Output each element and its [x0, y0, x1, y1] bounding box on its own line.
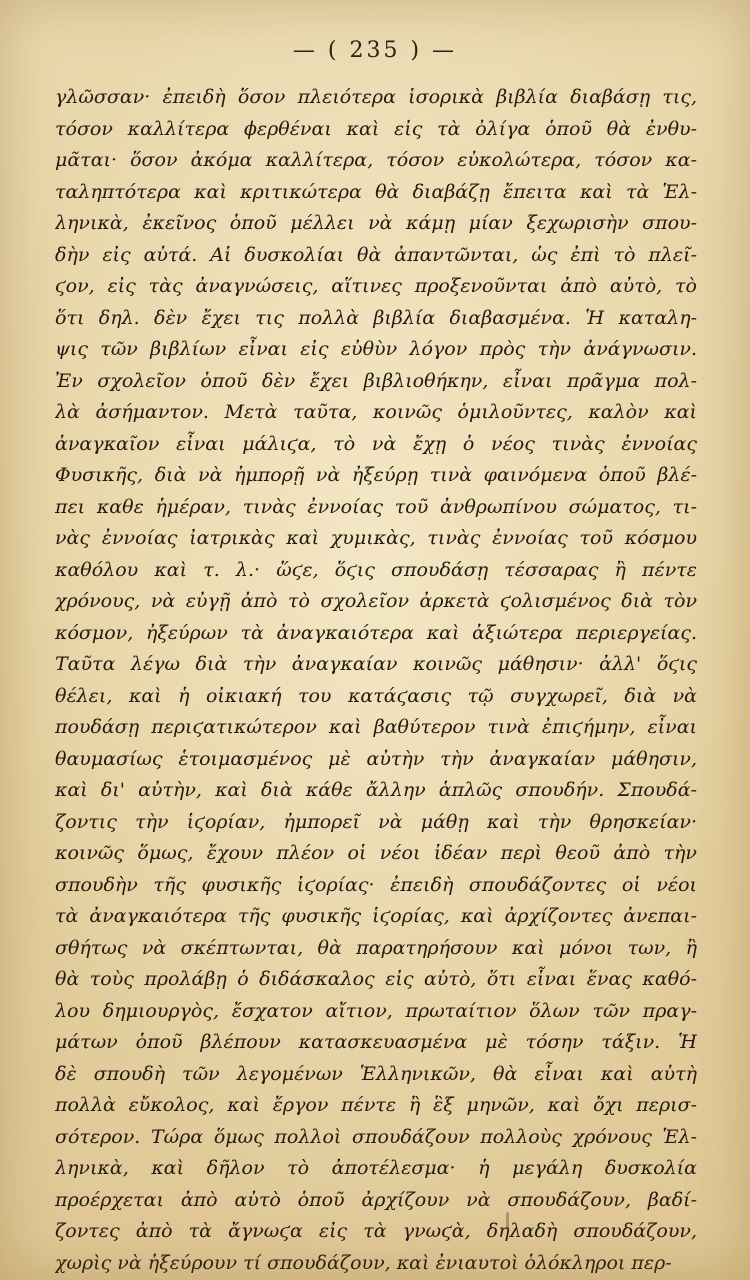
- text-line: ζοντις τὴν ἱϛορίαν, ἠμπορεῖ νὰ μάθῃ καὶ τὴν θρησκείαν·: [55, 810, 697, 833]
- text-line: σθήτως νὰ σκέπτωνται, θὰ παρατηρήσουν καὶ μόνοι των, ἢ: [55, 936, 697, 959]
- text-line: σπουδὴν τῆς φυσικῆς ἱϛορίας· ἐπειδὴ σπουδάζοντες οἱ νέοι: [55, 873, 697, 896]
- text-line: θὰ τοὺς προλάβῃ ὁ διδάσκαλος εἰς αὐτὸ, ὅτι εἶναι ἕνας καθό-: [55, 968, 697, 990]
- text-line: ταληπτότερα καὶ κριτικώτερα θὰ διαβάζῃ ἔπειτα καὶ τὰ Ἑλ-: [55, 180, 697, 203]
- text-line: μάτων ὁποῦ βλέπουν κατασκευασμένα μὲ τόσην τάξιν. Ἡ: [55, 1031, 697, 1053]
- text-line: προέρχεται ἀπὸ αὐτὸ ὁποῦ ἀρχίζουν νὰ σπουδάζουν, βαδί-: [55, 1188, 697, 1211]
- text-line: ἀναγκαῖον εἶναι μάλιϛα, τὸ νὰ ἔχῃ ὁ νέος τινὰς ἐννοίας: [55, 432, 697, 455]
- text-line: ζοντες ἀπὸ τὰ ἄγνωϛα εἰς τὰ γνωϛὰ, δηλαδὴ σπουδάζουν,: [55, 1220, 697, 1242]
- text-line: θαυμασίως ἑτοιμασμένος μὲ αὐτὴν τὴν ἀναγκαίαν μάθησιν,: [55, 747, 697, 770]
- text-line: κοινῶς ὅμως, ἔχουν πλέον οἱ νέοι ἰδέαν περὶ θεοῦ ἀπὸ τὴν: [55, 842, 697, 864]
- text-line: ψις τῶν βιβλίων εἶναι εἰς εὐθὺν λόγον πρὸς τὴν ἀνάγνωσιν.: [55, 338, 697, 360]
- text-line: πολλὰ εὔκολος, καὶ ἔργον πέντε ἢ ἓξ μηνῶν, καὶ ὄχι περισ-: [55, 1094, 697, 1116]
- text-line: νὰς ἐννοίας ἰατρικὰς καὶ χυμικὰς, τινὰς ἐννοίας τοῦ κόσμου: [55, 527, 697, 549]
- page-number-header: — ( 235 ) —: [292, 38, 458, 63]
- text-line: τὰ ἀναγκαιότερα τῆς φυσικῆς ἱϛορίας, καὶ ἀρχίζοντες ἀνεπαι-: [55, 905, 697, 927]
- text-line: γλῶσσαν· ἐπειδὴ ὅσον πλειότερα ἱσορικὰ βιβλία διαβάσῃ τις,: [55, 86, 697, 108]
- text-line: δὴν εἰς αὐτά. Αἱ δυσκολίαι θὰ ἀπαντῶνται, ὡς ἐπὶ τὸ πλεῖ-: [55, 243, 697, 266]
- body-text: [55, 82, 697, 1279]
- text-line: ὅτι δηλ. δὲν ἔχει τις πολλὰ βιβλία διαβασμένα. Ἡ καταλη-: [55, 306, 697, 329]
- text-line: Ἐν σχολεῖον ὁποῦ δὲν ἔχει βιβλιοθήκην, εἶναι πρᾶγμα πολ-: [55, 369, 697, 392]
- ink-mark: [506, 1212, 509, 1230]
- text-line: πουδάσῃ περιϛατικώτερον καὶ βαθύτερον τινὰ ἐπιϛήμην, εἶναι: [55, 716, 697, 738]
- text-line: Φυσικῆς, διὰ νὰ ἠμπορῇ νὰ ἠξεύρῃ τινὰ φαινόμενα ὁποῦ βλέ-: [55, 464, 697, 486]
- text-line: λὰ ἀσήμαντον. Μετὰ ταῦτα, κοινῶς ὁμιλοῦντες, καλὸν καὶ: [55, 401, 697, 423]
- text-line: λου δημιουργὸς, ἔσχατον αἴτιον, πρωταίτιον ὅλων τῶν πραγ-: [55, 999, 697, 1022]
- text-line: ληνικὰ, ἐκεῖνος ὁποῦ μέλλει νὰ κάμῃ μίαν ξεχωρισὴν σπου-: [55, 212, 697, 234]
- text-line: ϛον, εἰς τὰς ἀναγνώσεις, αἵτινες προξενοῦνται ἀπὸ αὐτὸ, τὸ: [55, 275, 697, 297]
- text-line: τόσον καλλίτερα ϕερθέναι καὶ εἰς τὰ ὀλίγα ὁποῦ θὰ ἐνθυ-: [55, 117, 697, 140]
- text-line: σότερον. Τώρα ὅμως πολλοὶ σπουδάζουν πολλοὺς χρόνους Ἑλ-: [55, 1125, 697, 1148]
- text-line: κόσμον, ἠξεύρων τὰ ἀναγκαιότερα καὶ ἀξιώτερα περιεργείας.: [55, 621, 697, 644]
- text-line: Ταῦτα λέγω διὰ τὴν ἀναγκαίαν κοινῶς μάθησιν· ἀλλ' ὅϛις: [55, 653, 697, 675]
- text-line: ληνικὰ, καὶ δῆλον τὸ ἀποτέλεσμα· ἡ μεγάλη δυσκολία: [55, 1157, 697, 1179]
- text-line: καθόλου καὶ τ. λ.· ὥϛε, ὅϛις σπουδάσῃ τέσσαρας ἢ πέντε: [55, 558, 697, 581]
- text-line: πει καθε ἡμέραν, τινὰς ἐννοίας τοῦ ἀνθρωπίνου σώματος, τι-: [55, 495, 697, 518]
- text-line: καὶ δι' αὐτὴν, καὶ διὰ κάθε ἄλλην ἁπλῶς σπουδήν. Σπουδά-: [55, 779, 697, 801]
- text-line: χωρὶς νὰ ἠξεύρουν τί σπουδάζουν, καὶ ἐνιαυτοὶ ὁλόκληροι περ-: [55, 1251, 672, 1274]
- text-line: μᾶται· ὅσον ἀκόμα καλλίτερα, τόσον εὐκολώτερα, τόσον κα-: [55, 149, 697, 171]
- text-line: χρόνους, νὰ εὐγῇ ἀπὸ τὸ σχολεῖον ἀρκετὰ ϛολισμένος διὰ τὸν: [55, 590, 697, 612]
- text-line: δὲ σπουδὴ τῶν λεγομένων Ἑλληνικῶν, θὰ εἶναι καὶ αὐτὴ: [55, 1062, 697, 1085]
- text-line: θέλει, καὶ ἡ οἰκιακή του κατάϛασις τῷ συγχωρεῖ, διὰ νὰ: [55, 684, 697, 707]
